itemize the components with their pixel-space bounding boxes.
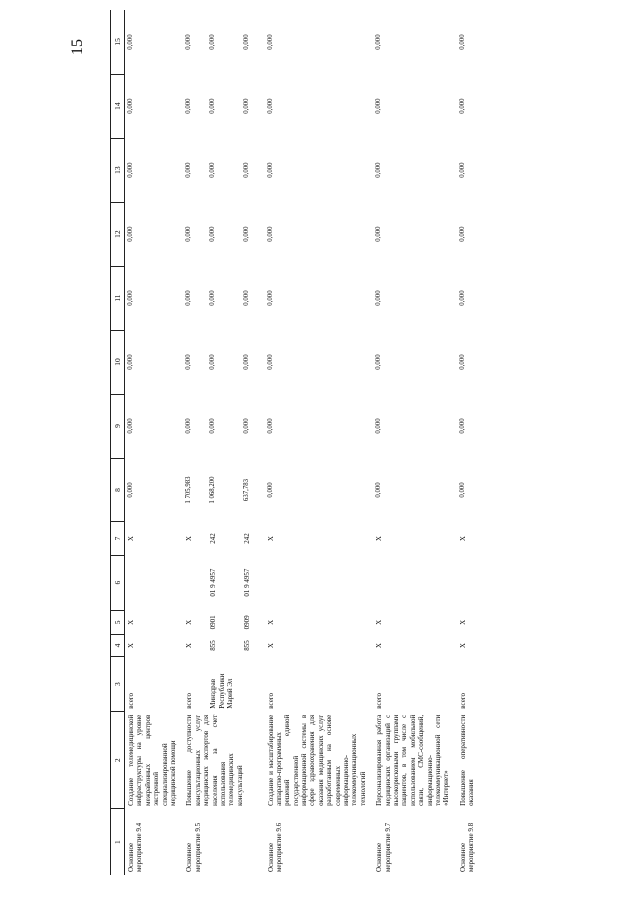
- table-row: [125, 10, 184, 875]
- table-row: [265, 10, 374, 875]
- value-col-13: 0,000: [185, 162, 193, 178]
- funding-source: [241, 657, 265, 712]
- measure-label: Основное мероприятие 9.7: [375, 822, 392, 872]
- expense-type-code: Х: [185, 536, 194, 542]
- rotated-page: [110, 0, 620, 875]
- value-col-8: 0,000: [266, 482, 274, 498]
- expense-type-code: Х: [375, 536, 384, 542]
- value-col-13: 0,000: [458, 162, 466, 178]
- section-code: Х: [185, 619, 194, 625]
- target-article-code: 01 9 4957: [242, 568, 251, 597]
- column-number-5: 5: [111, 610, 125, 634]
- value-col-11: 0,000: [209, 290, 217, 306]
- value-col-9: 0,000: [458, 418, 466, 434]
- target-article-code: [457, 555, 482, 610]
- section-code: Х: [375, 619, 384, 625]
- column-number-7: 7: [111, 522, 125, 555]
- value-col-11: 0,000: [185, 290, 193, 306]
- measure-name: Создание и масштабирование аппаратно-программных решений единой государственной информационной системы в сфере здравоохранения для оказания медицинских услуг разработанным на основе современных информационно-телекоммуникационных технологий: [266, 714, 367, 806]
- column-number-13: 13: [111, 138, 125, 202]
- value-col-13: 0,000: [127, 162, 134, 178]
- value-col-15: 0,000: [209, 34, 217, 50]
- grbs-code: Х: [266, 643, 275, 649]
- table-row: [373, 10, 457, 875]
- column-number-2: 2: [111, 712, 125, 809]
- value-col-13: 0,000: [242, 162, 250, 178]
- table-row: [183, 10, 207, 875]
- value-col-15: 0,000: [127, 34, 134, 50]
- value-col-14: 0,000: [375, 98, 383, 114]
- section-code: Х: [127, 619, 135, 625]
- measure-label: Основное мероприятие 9.6: [266, 822, 283, 872]
- value-col-10: 0,000: [458, 354, 466, 370]
- measure-name: Повышение доступности консультационных услуг медицинских экспертов для населения за счет использования телемедицинских консультаций: [185, 714, 244, 806]
- value-col-10: 0,000: [185, 354, 193, 370]
- measure-label: Основное мероприятие 9.5: [185, 822, 202, 872]
- table-row: [457, 10, 482, 875]
- value-col-14: 0,000: [266, 98, 274, 114]
- value-col-11: 0,000: [266, 290, 274, 306]
- value-col-9: 0,000: [375, 418, 383, 434]
- target-article-code: [183, 555, 207, 610]
- column-number-3: 3: [111, 657, 125, 712]
- value-col-13: 0,000: [209, 162, 217, 178]
- value-col-11: 0,000: [375, 290, 383, 306]
- funding-source: Минздрав Республики Марий Эл: [209, 673, 235, 709]
- value-col-12: 0,000: [375, 226, 383, 242]
- section-code: 0909: [242, 615, 251, 630]
- column-number-14: 14: [111, 74, 125, 138]
- column-number-9: 9: [111, 394, 125, 458]
- value-col-9: 0,000: [185, 418, 193, 434]
- budget-table: [110, 10, 482, 875]
- value-col-14: 0,000: [458, 98, 466, 114]
- expense-type-code: Х: [266, 536, 275, 542]
- value-col-8: 637,783: [242, 478, 250, 502]
- value-col-14: 0,000: [209, 98, 217, 114]
- section-code: Х: [266, 619, 275, 625]
- value-col-15: 0,000: [375, 34, 383, 50]
- measure-label: Основное мероприятие 9.4: [127, 822, 144, 872]
- value-col-8: 1 705,983: [185, 476, 193, 504]
- value-col-8: 0,000: [375, 482, 383, 498]
- value-col-13: 0,000: [375, 162, 383, 178]
- page-number: 15: [69, 39, 86, 55]
- funding-source: всего: [127, 692, 135, 709]
- value-col-11: 0,000: [242, 290, 250, 306]
- value-col-12: 0,000: [127, 226, 134, 242]
- value-col-15: 0,000: [266, 34, 274, 50]
- measure-name: Создание телемедицинской инфраструктуры на уровне межрайонных центров экстренной специализированной медицинской помощи: [127, 714, 177, 806]
- expense-type-code: 242: [242, 533, 251, 544]
- value-col-8: 0,000: [458, 482, 466, 498]
- value-col-9: 0,000: [209, 418, 217, 434]
- value-col-8: 0,000: [127, 482, 134, 498]
- value-col-9: 0,000: [127, 418, 134, 434]
- value-col-10: 0,000: [242, 354, 250, 370]
- value-col-11: 0,000: [458, 290, 466, 306]
- grbs-code: 855: [242, 640, 251, 651]
- expense-type-code: Х: [458, 536, 467, 542]
- column-number-header: [111, 10, 125, 875]
- table-body: [111, 10, 482, 875]
- value-col-10: 0,000: [127, 354, 134, 370]
- value-col-10: 0,000: [375, 354, 383, 370]
- value-col-10: 0,000: [266, 354, 274, 370]
- funding-source: всего: [266, 692, 275, 709]
- expense-type-code: 242: [209, 533, 218, 544]
- expense-type-code: Х: [127, 536, 135, 542]
- column-number-1: 1: [111, 809, 125, 875]
- column-number-10: 10: [111, 330, 125, 394]
- grbs-code: 855: [209, 640, 218, 651]
- funding-source: всего: [375, 692, 384, 709]
- value-col-12: 0,000: [242, 226, 250, 242]
- value-col-12: 0,000: [266, 226, 274, 242]
- value-col-15: 0,000: [185, 34, 193, 50]
- grbs-code: Х: [127, 643, 135, 649]
- grbs-code: Х: [458, 643, 467, 649]
- section-code: Х: [458, 619, 467, 625]
- funding-source: всего: [185, 692, 194, 709]
- value-col-13: 0,000: [266, 162, 274, 178]
- value-col-12: 0,000: [185, 226, 193, 242]
- value-col-10: 0,000: [209, 354, 217, 370]
- grbs-code: Х: [375, 643, 384, 649]
- column-number-8: 8: [111, 458, 125, 522]
- column-number-12: 12: [111, 202, 125, 266]
- value-col-9: 0,000: [242, 418, 250, 434]
- column-number-11: 11: [111, 266, 125, 330]
- column-number-4: 4: [111, 635, 125, 657]
- target-article-code: [373, 555, 457, 610]
- value-col-9: 0,000: [266, 418, 274, 434]
- measure-name: Персонализированная работа медицинских организаций с высокорисковыми группами пациентов, в том числе с использованием мобильной связи, СМС-сообщений, информационно-телекоммуникационной сети «Интернет»: [375, 714, 451, 806]
- measure-label: Основное мероприятие 9.8: [458, 822, 476, 872]
- value-col-15: 0,000: [458, 34, 466, 50]
- column-number-15: 15: [111, 10, 125, 74]
- value-col-12: 0,000: [209, 226, 217, 242]
- measure-name: Повышение оперативности оказания: [458, 714, 476, 806]
- value-col-15: 0,000: [242, 34, 250, 50]
- grbs-code: Х: [185, 643, 194, 649]
- target-article-code: [125, 555, 184, 610]
- value-col-11: 0,000: [127, 290, 134, 306]
- target-article-code: 01 9 4957: [209, 568, 218, 597]
- target-article-code: [265, 555, 374, 610]
- value-col-12: 0,000: [458, 226, 466, 242]
- section-code: 0901: [209, 615, 218, 630]
- funding-source: всего: [458, 692, 467, 709]
- column-number-6: 6: [111, 555, 125, 610]
- value-col-14: 0,000: [185, 98, 193, 114]
- value-col-8: 1 068,200: [209, 476, 217, 504]
- value-col-14: 0,000: [127, 98, 134, 114]
- value-col-14: 0,000: [242, 98, 250, 114]
